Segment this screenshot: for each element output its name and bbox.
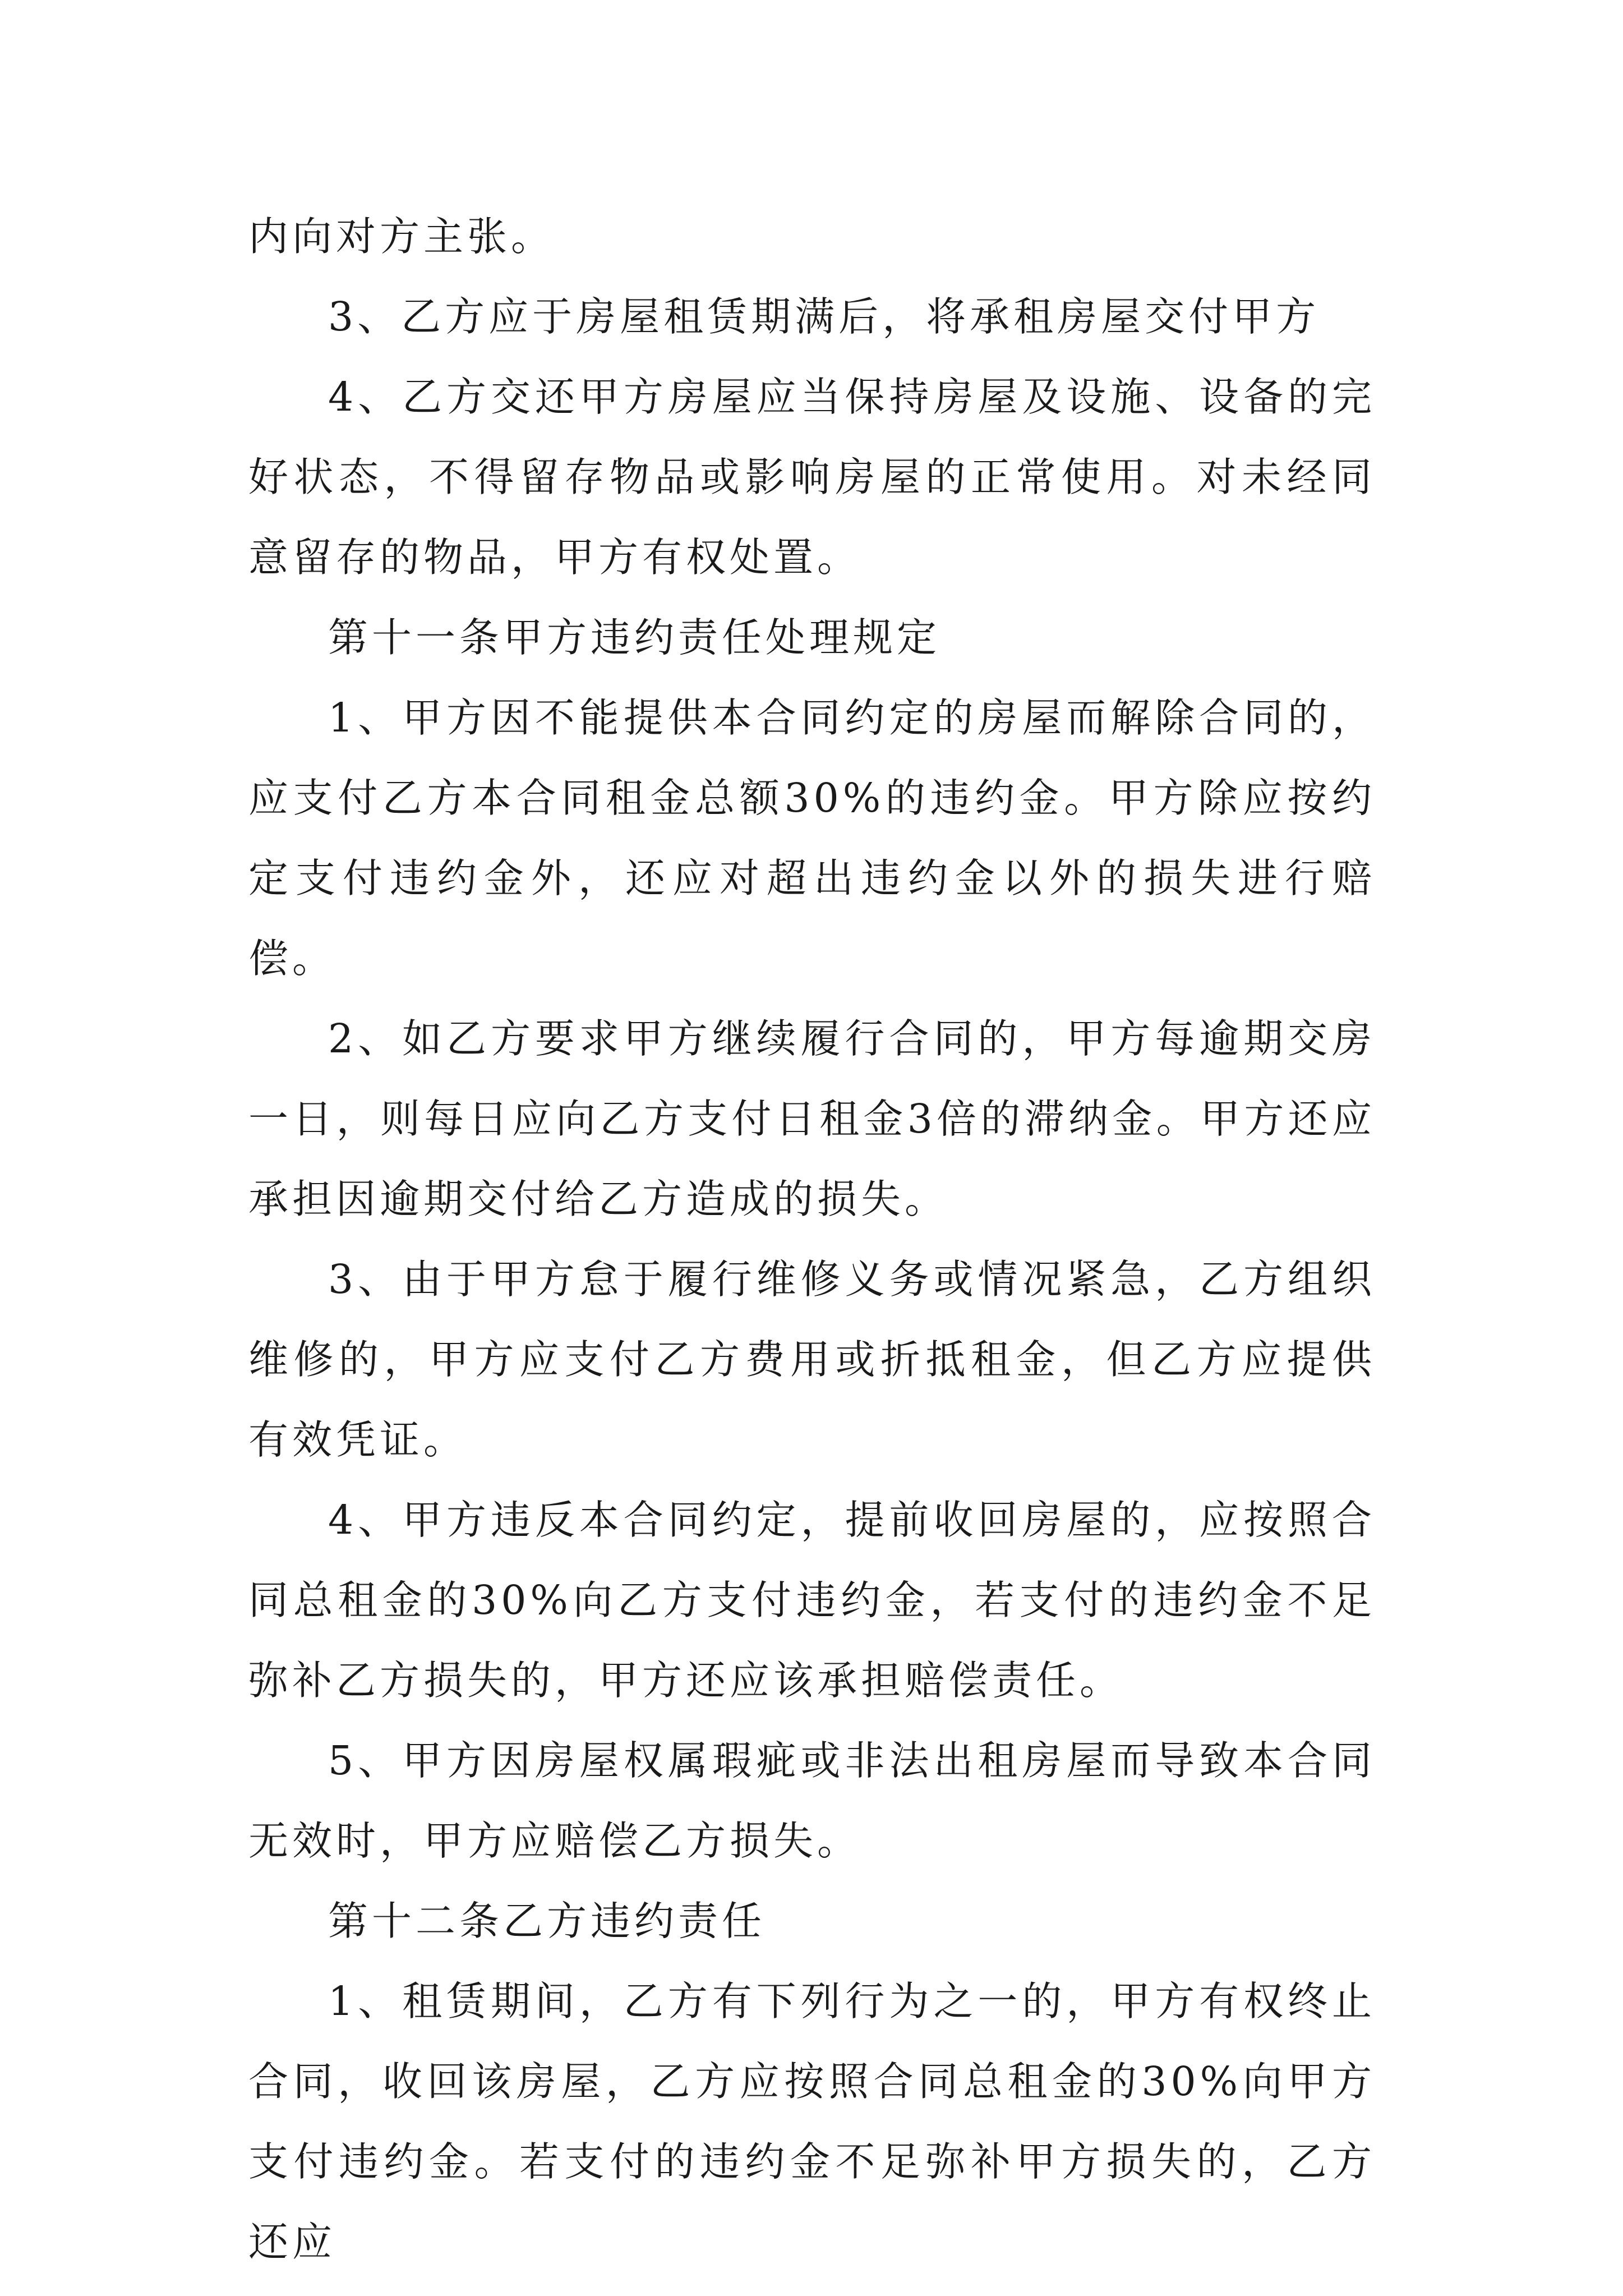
paragraph-continuation: 内向对方主张。 <box>248 213 555 260</box>
clause-11-item-1: 1、甲方因不能提供本合同约定的房屋而解除合同的，应支付乙方本合同租金总额30%的违约金。甲方除应按约定支付违约金外，还应对超出违约金以外的损失进行赔偿。 <box>248 694 1376 982</box>
clause-11-item-3: 3、由于甲方怠于履行维修义务或情况紧急，乙方组织维修的，甲方应支付乙方费用或折抵租金，但乙方应提供有效凭证。 <box>248 1256 1376 1463</box>
clause-12-heading: 第十二条乙方违约责任 <box>328 1898 766 1944</box>
clause-10-item-4: 4、乙方交还甲方房屋应当保持房屋及设施、设备的完好状态，不得留存物品或影响房屋的正常使用。对未经同意留存的物品，甲方有权处置。 <box>248 374 1376 581</box>
contract-text <box>248 196 1376 2282</box>
clause-12-item-1: 1、租赁期间，乙方有下列行为之一的，甲方有权终止合同，收回该房屋，乙方应按照合同总租金的30%向甲方支付违约金。若支付的违约金不足弥补甲方损失的，乙方还应 <box>248 1978 1376 2265</box>
clause-11-item-5: 5、甲方因房屋权属瑕疵或非法出租房屋而导致本合同无效时，甲方应赔偿乙方损失。 <box>248 1737 1376 1864</box>
clause-11-heading: 第十一条甲方违约责任处理规定 <box>328 614 941 661</box>
clause-11-item-2: 2、如乙方要求甲方继续履行合同的，甲方每逾期交房一日，则每日应向乙方支付日租金3倍的滞纳金。甲方还应承担因逾期交付给乙方造成的损失。 <box>248 1015 1376 1222</box>
clause-11-item-4: 4、甲方违反本合同约定，提前收回房屋的，应按照合同总租金的30%向乙方支付违约金，若支付的违约金不足弥补乙方损失的，甲方还应该承担赔偿责任。 <box>248 1497 1376 1704</box>
clause-10-item-3: 3、乙方应于房屋租赁期满后，将承租房屋交付甲方 <box>328 293 1320 340</box>
